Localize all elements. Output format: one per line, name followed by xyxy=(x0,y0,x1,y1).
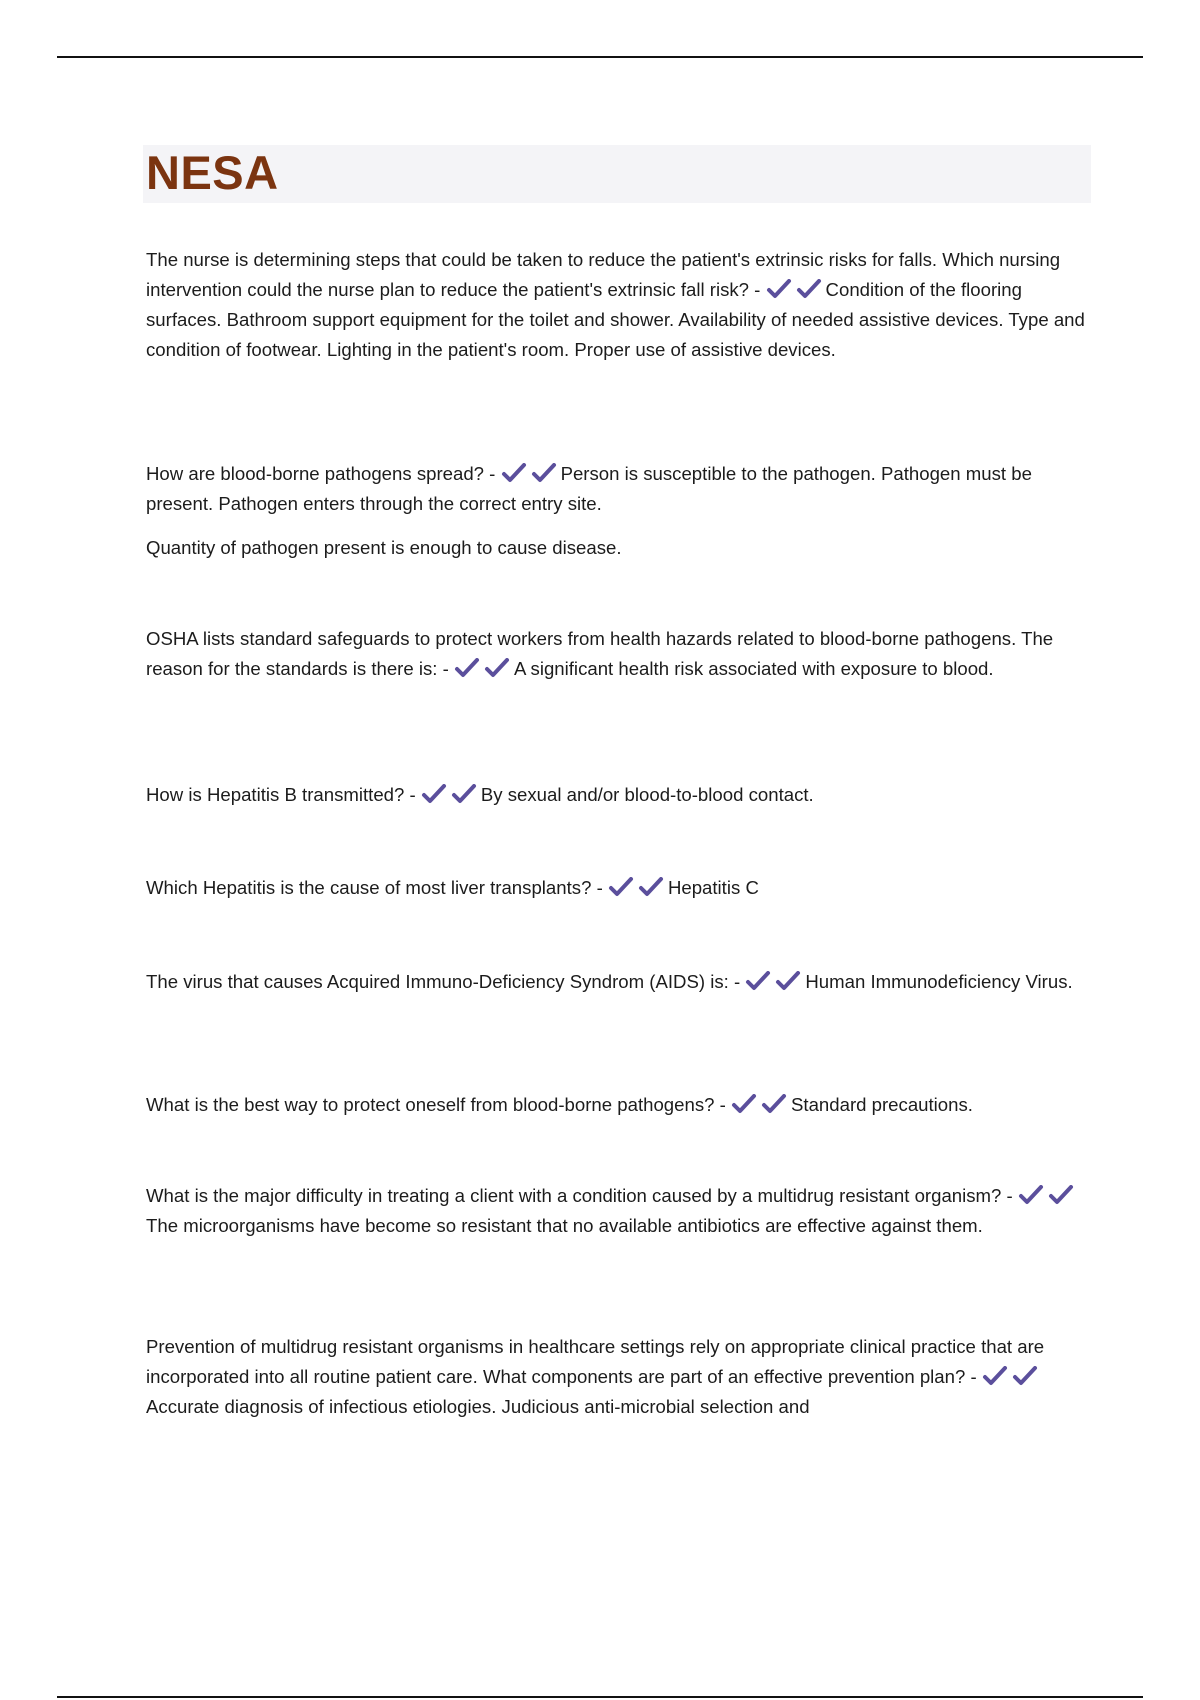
qa-paragraph xyxy=(146,873,1096,903)
qa-extra-paragraph: Quantity of pathogen present is enough to cause disease. xyxy=(146,537,622,558)
question-text: How is Hepatitis B transmitted? - xyxy=(146,784,416,805)
question-text: OSHA lists standard safeguards to protect workers from health hazards related to blood-borne pathogens. The reason for the standards is there is: - xyxy=(146,628,1054,679)
question-text: The virus that causes Acquired Immuno-Deficiency Syndrom (AIDS) is: - xyxy=(146,971,741,992)
check-icon xyxy=(484,658,510,678)
qa-paragraph xyxy=(146,245,1096,365)
check-icon xyxy=(1048,1185,1074,1205)
answer-text: The microorganisms have become so resistant that no available antibiotics are effective against them. xyxy=(146,1215,983,1236)
qa-paragraph xyxy=(146,1090,1096,1120)
check-icon xyxy=(1012,1366,1038,1386)
qa-item-3 xyxy=(146,624,1096,684)
qa-item-4 xyxy=(146,780,1096,810)
answer-text: By sexual and/or blood-to-blood contact. xyxy=(480,784,814,805)
qa-paragraph xyxy=(146,1181,1096,1241)
qa-item-9 xyxy=(146,1332,1096,1422)
check-icon xyxy=(731,1094,757,1114)
check-icon xyxy=(796,279,822,299)
answer-text: Hepatitis C xyxy=(667,877,759,898)
bottom-rule xyxy=(57,1696,1143,1698)
answer-text: Person is susceptible to the pathogen. Pathogen must be present. Pathogen enters through the correct entry site. xyxy=(146,463,1032,514)
qa-item-7 xyxy=(146,1090,1096,1120)
check-icon xyxy=(1018,1185,1044,1205)
check-icon xyxy=(766,279,792,299)
qa-paragraph xyxy=(146,624,1096,684)
answer-text: Human Immunodeficiency Virus. xyxy=(805,971,1073,992)
question-text: Prevention of multidrug resistant organisms in healthcare settings rely on appropriate clinical practice that are incorporated into all routine patient care. What components are part of an effective prevention plan? - xyxy=(146,1336,1045,1387)
check-icon xyxy=(501,463,527,483)
check-icon xyxy=(745,971,771,991)
question-text: How are blood-borne pathogens spread? - xyxy=(146,463,496,484)
qa-paragraph xyxy=(146,1332,1096,1422)
question-text: What is the best way to protect oneself from blood-borne pathogens? - xyxy=(146,1094,726,1115)
top-rule xyxy=(57,56,1143,58)
question-text: What is the major difficulty in treating a client with a condition caused by a multidrug resistant organism? - xyxy=(146,1185,1013,1206)
check-icon xyxy=(531,463,557,483)
answer-text: A significant health risk associated with exposure to blood. xyxy=(513,658,994,679)
check-icon xyxy=(451,784,477,804)
answer-text: Accurate diagnosis of infectious etiologies. Judicious anti-microbial selection and xyxy=(146,1396,810,1417)
qa-paragraph xyxy=(146,780,1096,810)
check-icon xyxy=(775,971,801,991)
answer-text: Standard precautions. xyxy=(791,1094,973,1115)
check-icon xyxy=(421,784,447,804)
check-icon xyxy=(982,1366,1008,1386)
question-text: The nurse is determining steps that could be taken to reduce the patient's extrinsic risks for falls. Which nursing intervention could the nurse plan to reduce the patient's extrinsic fall risk? - xyxy=(146,249,1061,300)
qa-paragraph xyxy=(146,967,1096,997)
qa-item-8 xyxy=(146,1181,1096,1241)
title-band xyxy=(143,145,1091,203)
qa-item-2 xyxy=(146,459,1096,563)
qa-item-1 xyxy=(146,245,1096,365)
check-icon xyxy=(761,1094,787,1114)
qa-item-5 xyxy=(146,873,1096,903)
check-icon xyxy=(638,877,664,897)
qa-paragraph xyxy=(146,459,1096,519)
question-text: Which Hepatitis is the cause of most liver transplants? - xyxy=(146,877,603,898)
check-icon xyxy=(454,658,480,678)
document-title: NESA xyxy=(146,146,279,199)
answer-text: Condition of the flooring surfaces. Bathroom support equipment for the toilet and shower. Availability of needed assistive devices. Type and condition of footwear. Lighting in the patient's room. Proper use of assistive devices. xyxy=(146,279,1085,360)
check-icon xyxy=(608,877,634,897)
qa-item-6 xyxy=(146,967,1096,997)
